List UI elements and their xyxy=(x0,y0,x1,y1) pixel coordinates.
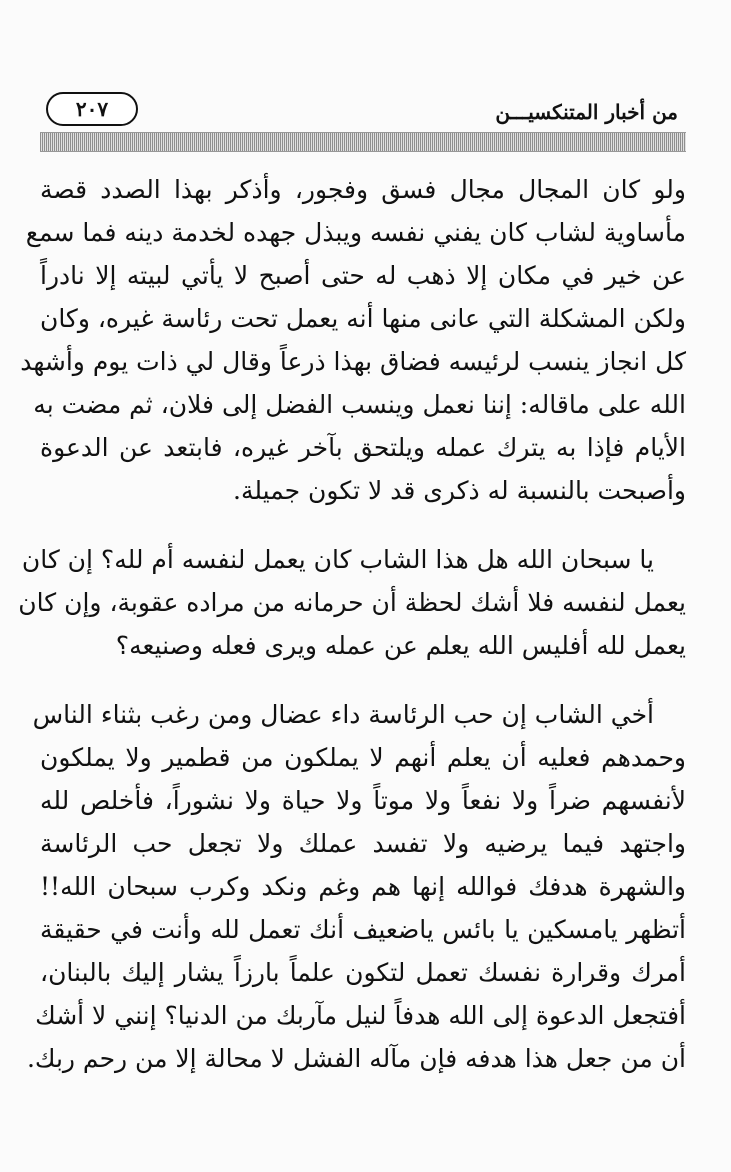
text-line: الله على ماقاله: إننا نعمل وينسب الفضل إلى فلان، ثم مضت به xyxy=(33,390,686,419)
text-line: يا سبحان الله هل هذا الشاب كان يعمل لنفسه أم لله؟ إن كان xyxy=(21,545,654,574)
text-line: واجتهد فيما يرضيه ولا تفسد عملك ولا تجعل حب الرئاسة xyxy=(40,829,686,858)
text-line: يعمل لنفسه فلا أشك لحظة أن حرمانه من مراده عقوبة، وإن كان xyxy=(18,588,686,617)
paragraph-2 xyxy=(18,538,686,667)
text-line: الأيام فإذا به يترك عمله ويلتحق بآخر غيره، فابتعد عن الدعوة xyxy=(40,433,686,462)
text-line: والشهرة هدفك فوالله إنها هم وغم ونكد وكرب سبحان الله!! xyxy=(40,872,686,901)
paragraph-gap xyxy=(40,667,686,693)
page-body xyxy=(18,168,686,1080)
text-line: كل انجاز ينسب لرئيسه فضاق بهذا ذرعاً وقال لي ذات يوم وأشهد xyxy=(20,347,686,376)
text-line: أتظهر يامسكين يا بائس ياضعيف أنك تعمل لله وأنت في حقيقة xyxy=(40,915,686,944)
text-line: لأنفسهم ضراً ولا نفعاً ولا موتاً ولا حياة ولا نشوراً، فأخلص لله xyxy=(40,786,686,815)
running-title: من أخبار المتنكسيـــن xyxy=(495,100,678,124)
page-number: ٢٠٧ xyxy=(46,92,138,126)
text-line: مأساوية لشاب كان يفني نفسه ويبذل جهده لخدمة دينه فما سمع xyxy=(25,218,686,247)
text-line: وأصبحت بالنسبة له ذكرى قد لا تكون جميلة. xyxy=(233,476,686,505)
text-line: أمرك وقرارة نفسك تعمل لتكون علماً بارزاً يشار إليك بالبنان، xyxy=(40,958,686,987)
paragraph-gap xyxy=(40,512,686,538)
text-line: أفتجعل الدعوة إلى الله هدفاً لنيل مآربك من الدنيا؟ إنني لا أشك xyxy=(35,1001,686,1030)
page-header xyxy=(40,92,686,130)
text-line: أن من جعل هذا هدفه فإن مآله الفشل لا محالة إلا من رحم ربك. xyxy=(26,1044,686,1073)
text-line: ولو كان المجال مجال فسق وفجور، وأذكر بهذا الصدد قصة xyxy=(40,175,686,204)
header-rule xyxy=(40,132,686,152)
text-line: عن خير في مكان إلا ذهب له حتى أصبح لا يأتي لبيته إلا نادراً xyxy=(40,261,686,290)
text-line: وحمدهم فعليه أن يعلم أنهم لا يملكون من قطمير ولا يملكون xyxy=(40,743,686,772)
paragraph-1 xyxy=(20,168,686,512)
paragraph-3 xyxy=(26,693,686,1080)
text-line: يعمل لله أفليس الله يعلم عن عمله ويرى فعله وصنيعه؟ xyxy=(115,631,686,660)
text-line: أخي الشاب إن حب الرئاسة داء عضال ومن رغب بثناء الناس xyxy=(32,700,654,729)
text-line: ولكن المشكلة التي عانى منها أنه يعمل تحت رئاسة غيره، وكان xyxy=(39,304,686,333)
